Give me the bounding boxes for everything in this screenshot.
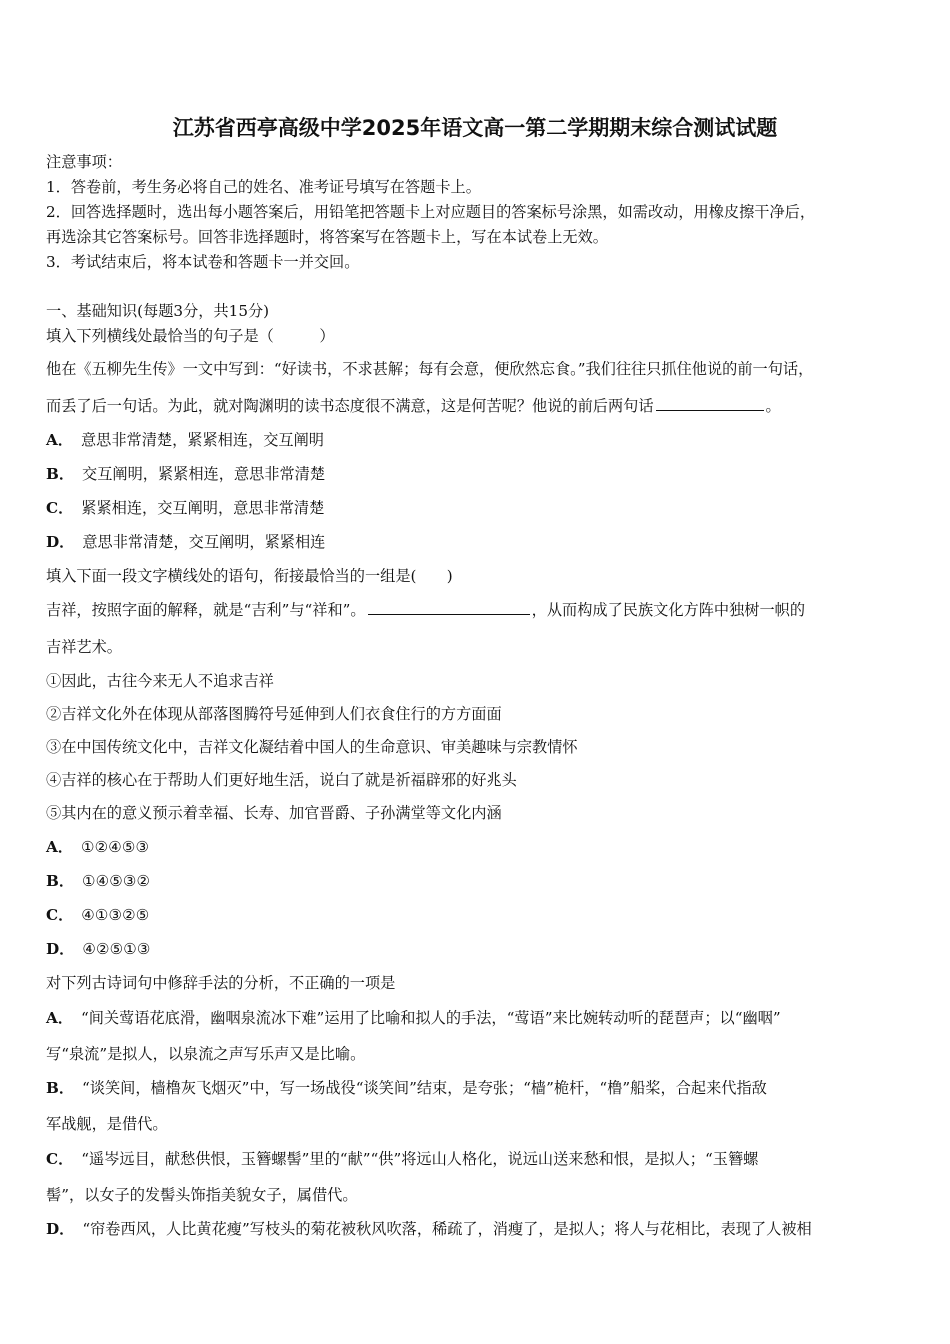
sentence-item: ③在中国传统文化中，吉祥文化凝结着中国人的生命意识、审美趣味与宗教情怀: [46, 738, 578, 756]
option-text: 紧紧相连，交互阐明，意思非常清楚: [81, 499, 325, 517]
option-d: [46, 532, 906, 552]
question-text-part: 。: [765, 397, 781, 415]
option-label: C．: [46, 1150, 74, 1168]
option-label: C．: [46, 499, 74, 517]
question-text-part: ，从而构成了民族文化方阵中独树一帜的: [531, 601, 805, 619]
sentence-item: ①因此，古往今来无人不追求吉祥: [46, 672, 274, 690]
option-a: [46, 1008, 906, 1028]
question-text: [46, 396, 906, 416]
notice-item: 2．回答选择题时，选出每小题答案后，用铅笔把答题卡上对应题目的答案标号涂黑，如需改动，用橡皮擦干净后，: [46, 203, 816, 221]
answer-blank: [656, 396, 764, 411]
option-text: 意思非常清楚，紧紧相连，交互阐明: [80, 431, 324, 449]
question-text: 他在《五柳先生传》一文中写到：“好读书，不求甚解；每有会意，便欣然忘食。”我们往往只抓住他说的前一句话，: [46, 360, 814, 378]
section-heading: 一、基础知识(每题3分，共15分): [46, 302, 270, 320]
option-text: “帘卷西风，人比黄花瘦”写枝头的菊花被秋风吹落，稀疏了，消瘦了，是拟人；将人与花相比，表现了人被相: [82, 1220, 812, 1238]
notice-item: 1．答卷前，考生务必将自己的姓名、准考证号填写在答题卡上。: [46, 178, 481, 196]
option-b-continued: 军战舰，是借代。: [46, 1115, 168, 1133]
option-text: ④②⑤①③: [82, 940, 151, 958]
option-label: B．: [46, 465, 75, 483]
option-c: [46, 1149, 906, 1169]
option-label: D．: [46, 533, 75, 551]
option-d: [46, 1219, 906, 1239]
option-text: “间关莺语花底滑，幽咽泉流冰下难”运用了比喻和拟人的手法，“莺语”来比婉转动听的琵琶声；以“幽咽”: [80, 1009, 781, 1027]
question-text-part: 而丢了后一句话。为此，就对陶渊明的读书态度很不满意，这是何苦呢？他说的前后两句话: [46, 397, 654, 415]
question-text: [46, 600, 906, 620]
notice-item: 3．考试结束后，将本试卷和答题卡一并交回。: [46, 253, 360, 271]
option-a-continued: 写“泉流”是拟人，以泉流之声写乐声又是比喻。: [46, 1045, 366, 1063]
option-text: “遥岑远目，献愁供恨，玉簪螺髻”里的“献”“供”将远山人格化，说远山送来愁和恨，是拟人；“玉簪螺: [81, 1150, 759, 1168]
option-c-continued: 髻”，以女子的发髻头饰指美貌女子，属借代。: [46, 1186, 358, 1204]
sentence-item: ②吉祥文化外在体现从部落图腾符号延伸到人们衣食住行的方方面面: [46, 705, 502, 723]
question-stem: 对下列古诗词句中修辞手法的分析，不正确的一项是: [46, 974, 396, 992]
option-text: ①②④⑤③: [80, 838, 150, 856]
option-a: [46, 837, 906, 857]
sentence-item: ④吉祥的核心在于帮助人们更好地生活，说白了就是祈福辟邪的好兆头: [46, 771, 517, 789]
option-text: 意思非常清楚，交互阐明，紧紧相连: [82, 533, 326, 551]
option-label: D．: [46, 940, 75, 958]
option-b: [46, 464, 906, 484]
option-text: 交互阐明，紧紧相连，意思非常清楚: [82, 465, 326, 483]
option-label: C．: [46, 906, 74, 924]
question-text-part: 吉祥，按照字面的解释，就是“吉利”与“祥和”。: [46, 601, 366, 619]
option-b: [46, 871, 906, 891]
option-label: D．: [46, 1220, 75, 1238]
question-text: 吉祥艺术。: [46, 638, 122, 656]
question-stem: 填入下列横线处最恰当的句子是（ ）: [46, 327, 335, 345]
sentence-item: ⑤其内在的意义预示着幸福、长寿、加官晋爵、子孙满堂等文化内涵: [46, 804, 502, 822]
option-label: B．: [46, 872, 75, 890]
option-a: [46, 430, 906, 450]
option-label: B．: [46, 1079, 75, 1097]
option-label: A．: [46, 431, 73, 449]
option-d: [46, 939, 906, 959]
option-label: A．: [46, 838, 73, 856]
notice-heading: 注意事项：: [46, 153, 122, 171]
option-label: A．: [46, 1009, 73, 1027]
notice-item: 再选涂其它答案标号。回答非选择题时，将答案写在答题卡上，写在本试卷上无效。: [46, 228, 608, 246]
question-stem: 填入下面一段文字横线处的语句，衔接最恰当的一组是( ): [46, 567, 453, 585]
option-c: [46, 905, 906, 925]
option-text: ①④⑤③②: [82, 872, 151, 890]
option-text: ④①③②⑤: [81, 906, 150, 924]
exam-title: 江苏省西亭高级中学2025年语文高一第二学期期末综合测试试题: [172, 116, 778, 140]
option-c: [46, 498, 906, 518]
answer-blank: [368, 600, 530, 615]
option-text: “谈笑间，樯橹灰飞烟灭”中，写一场战役“谈笑间”结束，是夸张；“樯”桅杆，“橹”船桨，合起来代指敌: [82, 1079, 767, 1097]
option-b: [46, 1078, 906, 1098]
